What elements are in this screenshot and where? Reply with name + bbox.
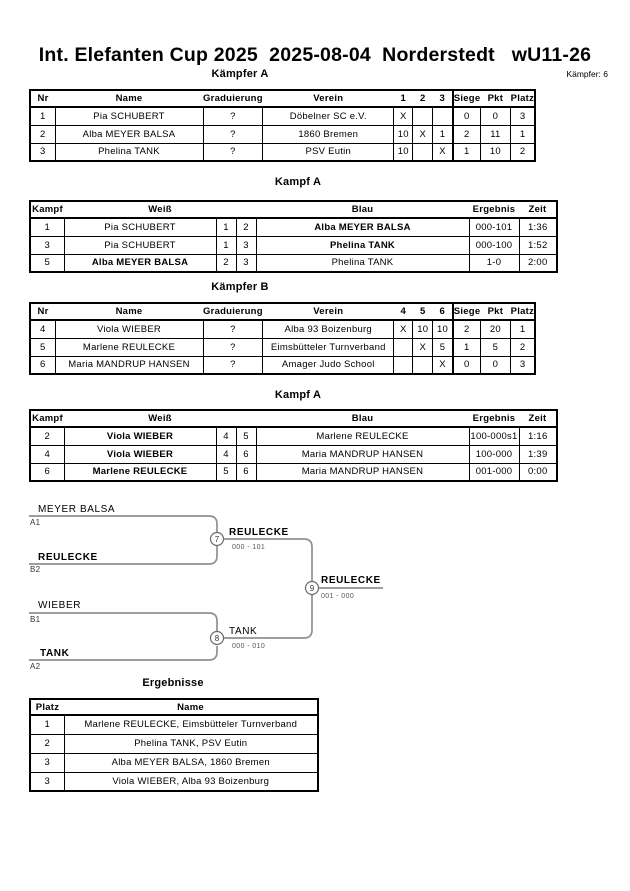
cell-score-3: 5: [433, 338, 453, 356]
cell-match-no: 5: [30, 254, 64, 272]
cell-siege: 2: [453, 125, 481, 143]
cell-nr: 1: [30, 107, 55, 125]
table-row: [30, 320, 535, 338]
table-row: [30, 356, 535, 374]
cell-name: Viola WIEBER, Alba 93 Boizenburg: [64, 772, 318, 791]
col-header-blau: Blau: [256, 410, 469, 427]
cell-graduierung: ?: [203, 125, 263, 143]
cell-time: 1:36: [519, 218, 557, 236]
table-row: [30, 143, 535, 161]
cell-platz: 2: [510, 143, 535, 161]
cell-blue-nr: 6: [236, 445, 256, 463]
cell-score-1: X: [394, 320, 413, 338]
pool-a-table: [29, 89, 536, 162]
cell-name: Viola WIEBER: [55, 320, 203, 338]
col-header-graduierung: Graduierung: [203, 303, 263, 320]
cell-white: Viola WIEBER: [64, 427, 216, 445]
cell-score-3: 1: [433, 125, 453, 143]
cell-white: Pia SCHUBERT: [64, 218, 216, 236]
cell-score-2: [413, 143, 433, 161]
cell-time: 1:52: [519, 236, 557, 254]
cell-graduierung: ?: [203, 338, 263, 356]
col-header-ergebnis: Ergebnis: [469, 201, 519, 218]
cell-score-2: X: [413, 125, 433, 143]
cell-white-nr: 1: [216, 236, 236, 254]
cell-name: Maria MANDRUP HANSEN: [55, 356, 203, 374]
table-row: [30, 338, 535, 356]
col-header-name: Name: [55, 303, 203, 320]
cell-blue: Phelina TANK: [256, 236, 469, 254]
col-header-platz: Platz: [510, 303, 535, 320]
cell-verein: Alba 93 Boizenburg: [263, 320, 394, 338]
col-header-verein: Verein: [263, 90, 394, 107]
section-title-pool-b: Kämpfer B: [211, 281, 269, 293]
cell-nr: 5: [30, 338, 55, 356]
table-row: [30, 427, 557, 445]
cell-result: 100-000s1: [469, 427, 519, 445]
col-header-zeit: Zeit: [519, 410, 557, 427]
cell-name: Marlene REULECKE, Eimsbütteler Turnverband: [64, 715, 318, 734]
cell-score-3: [433, 107, 453, 125]
cell-match-no: 4: [30, 445, 64, 463]
cell-score-2: [413, 107, 433, 125]
cell-white: Marlene REULECKE: [64, 463, 216, 481]
cell-name: Phelina TANK: [55, 143, 203, 161]
table-row: [30, 715, 318, 734]
col-header-6: 6: [433, 303, 453, 320]
table-row: [30, 218, 557, 236]
match-node-9-number: 9: [309, 584, 315, 593]
cell-verein: Amager Judo School: [263, 356, 394, 374]
col-header-weiss: Weiß: [64, 410, 256, 427]
cell-nr: 3: [30, 143, 55, 161]
col-header-graduierung: Graduierung: [203, 90, 263, 107]
cell-result: 001-000: [469, 463, 519, 481]
fighters-count-label: Kämpfer: 6: [566, 69, 608, 79]
table-row: [30, 753, 318, 772]
cell-white-nr: 2: [216, 254, 236, 272]
cell-pkt: 11: [480, 125, 510, 143]
table-row: [30, 254, 557, 272]
cell-score-3: X: [433, 356, 453, 374]
cell-score-1: 10: [394, 125, 413, 143]
col-header-platz: Platz: [30, 699, 64, 715]
cell-white-nr: 4: [216, 427, 236, 445]
bracket-entry-name: MEYER BALSA: [38, 504, 116, 515]
match-node-7-number: 7: [214, 535, 220, 544]
col-header-name: Name: [55, 90, 203, 107]
col-header-weiss: Weiß: [64, 201, 256, 218]
cell-time: 2:00: [519, 254, 557, 272]
cell-white: Pia SCHUBERT: [64, 236, 216, 254]
cell-name: Pia SCHUBERT: [55, 107, 203, 125]
col-header-1: 1: [394, 90, 413, 107]
cell-pkt: 10: [480, 143, 510, 161]
bracket-score: 000 - 101: [232, 544, 266, 551]
section-title-pool-a: Kämpfer A: [211, 68, 269, 80]
cell-pkt: 5: [480, 338, 510, 356]
cell-time: 1:39: [519, 445, 557, 463]
cell-score-2: [413, 356, 433, 374]
cell-blue-nr: 2: [236, 218, 256, 236]
table-row: [30, 734, 318, 753]
cell-white: Alba MEYER BALSA: [64, 254, 216, 272]
col-header-blau: Blau: [256, 201, 469, 218]
header-row: [30, 699, 318, 715]
table-row: [30, 445, 557, 463]
cell-score-1: 10: [394, 143, 413, 161]
col-header-5: 5: [413, 303, 433, 320]
cell-result: 1-0: [469, 254, 519, 272]
cell-blue: Alba MEYER BALSA: [256, 218, 469, 236]
col-header-kampf: Kampf: [30, 410, 64, 427]
cell-graduierung: ?: [203, 143, 263, 161]
elimination-bracket: [0, 495, 630, 680]
col-header-pkt: Pkt: [480, 303, 510, 320]
cell-blue-nr: 5: [236, 427, 256, 445]
cell-score-2: X: [413, 338, 433, 356]
cell-platz: 2: [510, 338, 535, 356]
cell-platz: 2: [30, 734, 64, 753]
table-row: [30, 463, 557, 481]
col-header-zeit: Zeit: [519, 201, 557, 218]
cell-result: 000-100: [469, 236, 519, 254]
cell-name: Alba MEYER BALSA: [55, 125, 203, 143]
cell-white-nr: 1: [216, 218, 236, 236]
table-row: [30, 236, 557, 254]
bracket-winner-name: REULECKE: [321, 575, 381, 586]
cell-blue: Maria MANDRUP HANSEN: [256, 445, 469, 463]
cell-siege: 1: [453, 143, 481, 161]
header-row: [30, 90, 535, 107]
col-header-siege: Siege: [453, 90, 481, 107]
cell-score-3: X: [433, 143, 453, 161]
cell-match-no: 3: [30, 236, 64, 254]
bracket-winner-name: TANK: [229, 626, 258, 637]
bracket-line-a1: [29, 516, 217, 533]
page-title: Int. Elefanten Cup 2025 2025-08-04 Norderstedt wU11-26: [38, 44, 592, 66]
cell-nr: 4: [30, 320, 55, 338]
table-row: [30, 107, 535, 125]
section-title-results: Ergebnisse: [142, 677, 204, 689]
cell-siege: 0: [453, 107, 481, 125]
cell-result: 000-101: [469, 218, 519, 236]
col-header-pkt: Pkt: [480, 90, 510, 107]
cell-score-2: 10: [413, 320, 433, 338]
bracket-seed-label: B1: [30, 615, 41, 624]
cell-score-1: [394, 338, 413, 356]
col-header-kampf: Kampf: [30, 201, 64, 218]
pool-b-table: [29, 302, 536, 375]
header-row: [30, 303, 535, 320]
cell-name: Alba MEYER BALSA, 1860 Bremen: [64, 753, 318, 772]
cell-result: 100-000: [469, 445, 519, 463]
bracket-line-b1: [29, 613, 217, 631]
bracket-entry-name: WIEBER: [38, 600, 82, 611]
col-header-2: 2: [413, 90, 433, 107]
cell-white-nr: 5: [216, 463, 236, 481]
cell-platz: 1: [510, 320, 535, 338]
match-node-8-number: 8: [214, 634, 220, 643]
table-row: [30, 772, 318, 791]
bracket-entry-name: TANK: [40, 648, 70, 659]
matches-a1-table: [29, 200, 558, 273]
bracket-score: 000 - 010: [232, 643, 266, 650]
cell-verein: PSV Eutin: [263, 143, 394, 161]
cell-time: 0:00: [519, 463, 557, 481]
cell-platz: 1: [510, 125, 535, 143]
matches-a2-table: [29, 409, 558, 482]
cell-platz: 3: [510, 107, 535, 125]
bracket-seed-label: A1: [30, 518, 41, 527]
cell-verein: Döbelner SC e.V.: [263, 107, 394, 125]
cell-score-3: 10: [433, 320, 453, 338]
section-title-matches-a1: Kampf A: [274, 176, 322, 188]
col-header-nr: Nr: [30, 90, 55, 107]
cell-pkt: 0: [480, 356, 510, 374]
cell-pkt: 20: [480, 320, 510, 338]
cell-verein: Eimsbütteler Turnverband: [263, 338, 394, 356]
table-row: [30, 125, 535, 143]
cell-graduierung: ?: [203, 356, 263, 374]
bracket-seed-label: A2: [30, 662, 41, 671]
cell-white-nr: 4: [216, 445, 236, 463]
cell-platz: 3: [30, 753, 64, 772]
col-header-nr: Nr: [30, 303, 55, 320]
cell-blue-nr: 3: [236, 236, 256, 254]
cell-platz: 3: [510, 356, 535, 374]
col-header-3: 3: [433, 90, 453, 107]
cell-platz: 3: [30, 772, 64, 791]
col-header-name: Name: [64, 699, 318, 715]
cell-graduierung: ?: [203, 107, 263, 125]
cell-blue: Phelina TANK: [256, 254, 469, 272]
cell-name: Marlene REULECKE: [55, 338, 203, 356]
cell-name: Phelina TANK, PSV Eutin: [64, 734, 318, 753]
col-header-verein: Verein: [263, 303, 394, 320]
cell-graduierung: ?: [203, 320, 263, 338]
col-header-4: 4: [394, 303, 413, 320]
results-table: [29, 698, 319, 792]
cell-white: Viola WIEBER: [64, 445, 216, 463]
cell-verein: 1860 Bremen: [263, 125, 394, 143]
bracket-winner-name: REULECKE: [229, 527, 289, 538]
cell-match-no: 2: [30, 427, 64, 445]
cell-pkt: 0: [480, 107, 510, 125]
cell-siege: 1: [453, 338, 481, 356]
header-row: [30, 410, 557, 427]
cell-blue-nr: 3: [236, 254, 256, 272]
cell-platz: 1: [30, 715, 64, 734]
cell-nr: 6: [30, 356, 55, 374]
bracket-score: 001 - 000: [321, 593, 355, 600]
cell-match-no: 1: [30, 218, 64, 236]
bracket-seed-label: B2: [30, 565, 41, 574]
cell-blue-nr: 6: [236, 463, 256, 481]
section-title-matches-a2: Kampf A: [274, 389, 322, 401]
cell-score-1: [394, 356, 413, 374]
bracket-entry-name: REULECKE: [38, 552, 98, 563]
col-header-platz: Platz: [510, 90, 535, 107]
cell-siege: 0: [453, 356, 481, 374]
cell-siege: 2: [453, 320, 481, 338]
cell-blue: Maria MANDRUP HANSEN: [256, 463, 469, 481]
col-header-siege: Siege: [453, 303, 481, 320]
cell-match-no: 6: [30, 463, 64, 481]
cell-blue: Marlene REULECKE: [256, 427, 469, 445]
cell-nr: 2: [30, 125, 55, 143]
cell-score-1: X: [394, 107, 413, 125]
cell-time: 1:16: [519, 427, 557, 445]
header-row: [30, 201, 557, 218]
col-header-ergebnis: Ergebnis: [469, 410, 519, 427]
